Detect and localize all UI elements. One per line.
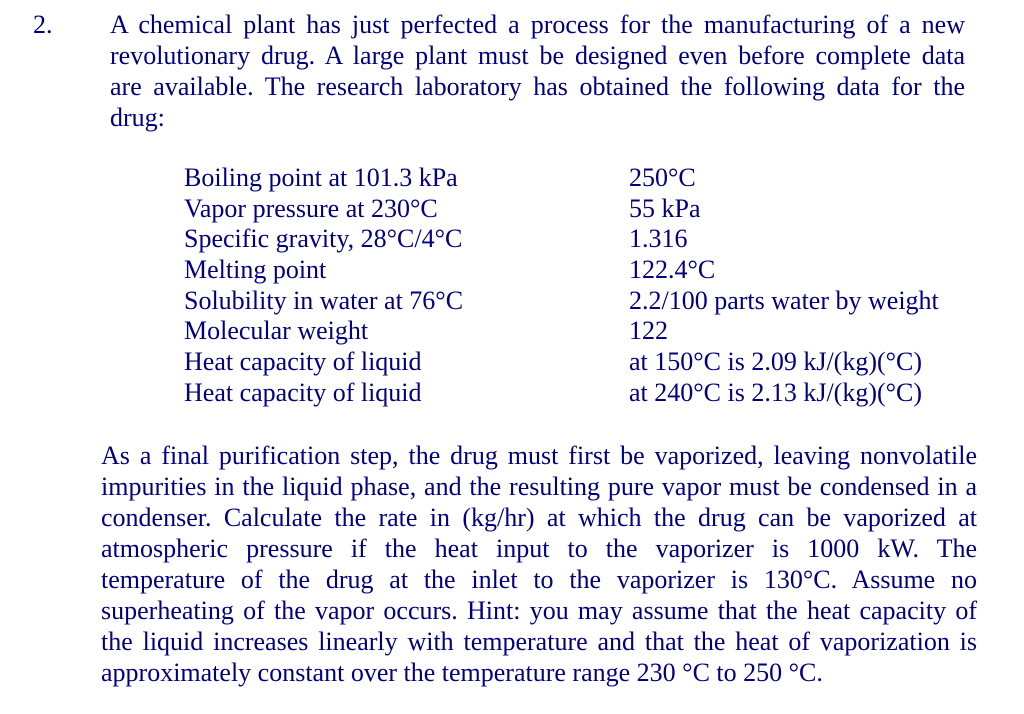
property-value: 122 <box>629 316 668 346</box>
problem-line: superheating of the vapor occurs. Hint: you may assume that the heat capacity of <box>101 596 977 625</box>
question-number: 2. <box>33 10 53 39</box>
intro-line: drug: <box>110 103 165 132</box>
property-value: 1.316 <box>629 224 688 254</box>
problem-line: condenser. Calculate the rate in (kg/hr) at which the drug can be vaporized at <box>101 503 977 532</box>
property-name: Melting point <box>184 255 327 285</box>
problem-line: temperature of the drug at the inlet to the vaporizer is 130°C. Assume no <box>101 565 977 594</box>
problem-statement <box>101 440 977 688</box>
property-row <box>184 316 964 347</box>
property-value: 250°C <box>629 163 696 192</box>
problem-line: As a final purification step, the drug must first be vaporized, leaving nonvolatile <box>101 441 977 470</box>
property-row <box>184 255 964 286</box>
property-value: 55 kPa <box>629 193 701 223</box>
property-row <box>184 378 964 409</box>
property-name: Molecular weight <box>184 316 369 346</box>
property-name: Boiling point at 101.3 kPa <box>184 163 458 192</box>
property-value: 2.2/100 parts water by weight <box>629 285 939 315</box>
property-value: 122.4°C <box>629 255 716 285</box>
problem-line: atmospheric pressure if the heat input to the vaporizer is 1000 kW. The <box>101 534 977 563</box>
property-name: Heat capacity of liquid <box>184 347 422 377</box>
property-name: Solubility in water at 76°C <box>184 285 464 315</box>
intro-line: A chemical plant has just perfected a process for the manufacturing of a new <box>110 10 965 39</box>
problem-line: impurities in the liquid phase, and the resulting pure vapor must be condensed in a <box>101 472 977 501</box>
properties-table <box>184 163 964 409</box>
property-row <box>184 347 964 378</box>
property-name: Heat capacity of liquid <box>184 377 422 407</box>
property-value: at 240°C is 2.13 kJ/(kg)(°C) <box>629 377 923 407</box>
question-intro <box>110 9 965 133</box>
problem-line: approximately constant over the temperature range 230 °C to 250 °C. <box>101 658 823 687</box>
property-row <box>184 194 964 225</box>
property-value: at 150°C is 2.09 kJ/(kg)(°C) <box>629 347 923 377</box>
property-row <box>184 163 964 194</box>
property-name: Vapor pressure at 230°C <box>184 193 438 223</box>
problem-line: the liquid increases linearly with temperature and that the heat of vaporization is <box>101 627 977 656</box>
intro-line: are available. The research laboratory has obtained the following data for the <box>110 72 965 101</box>
property-name: Specific gravity, 28°C/4°C <box>184 224 463 254</box>
property-row <box>184 224 964 255</box>
intro-line: revolutionary drug. A large plant must be designed even before complete data <box>110 41 965 70</box>
property-row <box>184 286 964 317</box>
